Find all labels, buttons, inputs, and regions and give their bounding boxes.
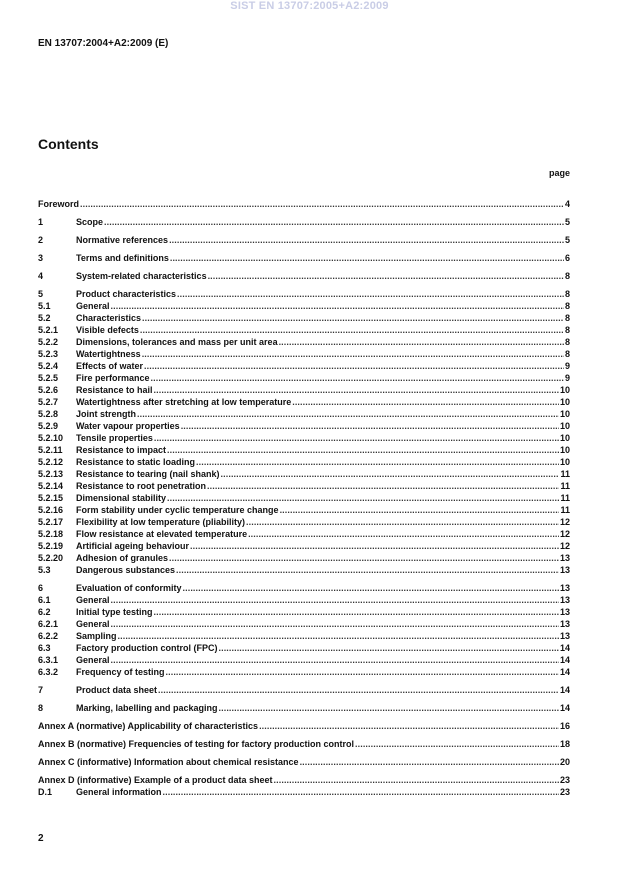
toc-entry-title: Tensile properties [76,433,153,443]
toc-dot-leader [154,384,559,396]
watermark: SIST EN 13707:2005+A2:2009 [230,0,389,12]
toc-entry-title: Adhesion of granules [76,553,169,563]
toc-entry-page: 8 [564,289,570,299]
toc-entry[interactable] [38,432,570,444]
toc-entry[interactable] [38,654,570,666]
toc-dot-leader [181,420,559,432]
toc-entry-number: 5.2.17 [38,517,64,527]
toc-dot-leader [190,540,559,552]
toc-entry-title: Annex A (normative) Applicability of characteristics [38,721,259,731]
toc-entry-title: Resistance to tearing (nail shank) [76,469,220,479]
toc-entry[interactable] [38,198,570,210]
toc-entry-number: 5.2.11 [38,445,63,455]
toc-entry-title: Artificial ageing behaviour [76,541,190,551]
toc-entry-title: Scope [76,217,104,227]
toc-entry[interactable] [38,702,570,714]
toc-dot-leader [111,300,564,312]
toc-entry-page: 10 [559,421,570,431]
toc-entry-page: 8 [564,337,570,347]
toc-dot-leader [177,288,564,300]
toc-entry-page: 23 [559,787,570,797]
toc-entry-title: Normative references [76,235,169,245]
toc-entry[interactable] [38,468,570,480]
toc-entry-page: 6 [564,253,570,263]
toc-dot-leader [104,216,564,228]
toc-entry[interactable] [38,360,570,372]
toc-entry-page: 9 [564,361,570,371]
toc-entry-number: 8 [38,703,44,713]
toc-entry-title: Characteristics [76,313,142,323]
toc-entry-page: 10 [559,445,570,455]
toc-entry-number: 5.1 [38,301,51,311]
toc-entry-number: 5.2.13 [38,469,64,479]
toc-entry[interactable] [38,582,570,594]
toc-dot-leader [154,606,559,618]
toc-dot-leader [154,432,559,444]
toc-entry-page: 14 [559,703,570,713]
toc-entry-title: Resistance to root penetration [76,481,207,491]
toc-entry[interactable] [38,642,570,654]
toc-entry[interactable] [38,312,570,324]
toc-entry-page: 13 [559,553,570,563]
toc-entry[interactable] [38,528,570,540]
toc-entry-page: 14 [559,655,570,665]
toc-entry[interactable] [38,756,570,768]
toc-entry-title: Marking, labelling and packaging [76,703,218,713]
toc-entry[interactable] [38,408,570,420]
toc-entry-page: 16 [559,721,570,731]
toc-dot-leader [142,348,564,360]
toc-entry-page: 8 [564,271,570,281]
toc-entry-page: 13 [559,607,570,617]
toc-entry-page: 12 [559,517,570,527]
toc-entry-title: Water vapour properties [76,421,180,431]
toc-entry[interactable] [38,720,570,732]
toc-entry-title: Flow resistance at elevated temperature [76,529,248,539]
toc-entry-page: 12 [559,529,570,539]
toc-entry-number: 5.2.6 [38,385,59,395]
toc-entry-title: General information [76,787,162,797]
toc-entry-page: 9 [564,373,570,383]
toc-entry-number: 5.2.1 [38,325,59,335]
toc-entry-number: 4 [38,271,44,281]
toc-entry-number: 2 [38,235,44,245]
toc-entry[interactable] [38,564,570,576]
toc-entry-number: 1 [38,217,44,227]
toc-entry-title: Watertightness after stretching at low temperature [76,397,292,407]
toc-entry-page: 13 [559,583,570,593]
toc-entry[interactable] [38,504,570,516]
toc-entry-page: 10 [559,457,570,467]
toc-entry[interactable] [38,774,570,786]
toc-entry-page: 12 [559,541,570,551]
page-column-label: page [548,168,570,178]
toc-entry[interactable] [38,666,570,678]
toc-entry-page: 13 [559,631,570,641]
toc-entry[interactable] [38,606,570,618]
toc-entry-page: 5 [564,217,570,227]
toc-entry-title: Form stability under cyclic temperature change [76,505,279,515]
toc-entry-page: 13 [559,619,570,629]
toc-entry[interactable] [38,348,570,360]
toc-entry-title: Joint strength [76,409,136,419]
toc-entry-page: 13 [559,595,570,605]
toc-entry-page: 23 [559,775,570,785]
toc-entry[interactable] [38,234,570,246]
toc-entry-title: Dimensions, tolerances and mass per unit area [76,337,278,347]
toc-entry-title: Frequency of testing [76,667,165,677]
toc-dot-leader [142,312,564,324]
toc-entry-title: Evaluation of conformity [76,583,182,593]
toc-entry-page: 11 [560,481,570,491]
toc-entry-number: 6.3.1 [38,655,59,665]
toc-entry[interactable] [38,618,570,630]
toc-entry-page: 8 [564,313,570,323]
toc-entry-number: 6.2.1 [38,619,59,629]
toc-entry-page: 11 [560,493,570,503]
toc-entry-title: Annex B (normative) Frequencies of testing for factory production control [38,739,355,749]
toc-dot-leader [167,444,559,456]
toc-entry[interactable] [38,216,570,228]
toc-dot-leader [280,504,560,516]
toc-entry[interactable] [38,738,570,750]
toc-dot-leader [259,720,559,732]
toc-entry-page: 11 [560,505,570,515]
document-id-header: EN 13707:2004+A2:2009 (E) [38,38,169,49]
toc-entry-page: 8 [564,325,570,335]
toc-dot-leader [167,492,559,504]
toc-entry[interactable] [38,372,570,384]
toc-entry-number: 6.2 [38,607,51,617]
toc-dot-leader [248,528,559,540]
contents-heading: Contents [38,136,99,152]
toc-entry-number: 5.2.12 [38,457,64,467]
toc-entry-number: 5.2.10 [38,433,64,443]
toc-dot-leader [279,336,564,348]
toc-entry-number: D.1 [38,787,53,797]
toc-entry[interactable] [38,444,570,456]
toc-entry-page: 14 [559,667,570,677]
toc-entry[interactable] [38,288,570,300]
toc-entry-number: 5.2.20 [38,553,64,563]
toc-entry-number: 7 [38,685,44,695]
toc-entry[interactable] [38,456,570,468]
toc-entry-page: 4 [564,199,570,209]
toc-entry[interactable] [38,540,570,552]
toc-dot-leader [151,372,564,384]
toc-entry-number: 5.2.14 [38,481,64,491]
toc-entry-title: System-related characteristics [76,271,207,281]
toc-dot-leader [137,408,559,420]
toc-entry[interactable] [38,270,570,282]
toc-entry-title: Visible defects [76,325,139,335]
toc-entry-title: Product characteristics [76,289,177,299]
toc-dot-leader [111,594,559,606]
toc-entry-number: 6.1 [38,595,51,605]
toc-entry-title: Dimensional stability [76,493,167,503]
toc-dot-leader [274,774,559,786]
toc-dot-leader [118,630,559,642]
toc-entry-page: 14 [559,685,570,695]
toc-dot-leader [163,786,559,798]
toc-entry[interactable] [38,384,570,396]
toc-entry-number: 5 [38,289,44,299]
toc-entry-title: Foreword [38,199,80,209]
toc-entry-page: 10 [559,397,570,407]
toc-entry-title: Flexibility at low temperature (pliability) [76,517,246,527]
toc-entry-title: General [76,301,110,311]
toc-entry-number: 5.2.16 [38,505,64,515]
toc-entry[interactable] [38,786,570,798]
toc-entry-page: 8 [564,301,570,311]
toc-dot-leader [246,516,559,528]
toc-dot-leader [111,654,559,666]
toc-dot-leader [355,738,559,750]
toc-dot-leader [144,360,564,372]
toc-entry-title: Product data sheet [76,685,158,695]
page-number: 2 [38,833,44,844]
toc-entry-title: General [76,595,110,605]
toc-entry[interactable] [38,492,570,504]
toc-entry-title: Resistance to static loading [76,457,196,467]
toc-dot-leader [176,564,559,576]
toc-entry-page: 20 [559,757,570,767]
toc-entry-number: 5.2 [38,313,51,323]
toc-entry-number: 5.2.2 [38,337,59,347]
toc-entry-number: 6.2.2 [38,631,59,641]
toc-dot-leader [300,756,559,768]
toc-entry-number: 5.2.8 [38,409,59,419]
toc-entry[interactable] [38,252,570,264]
toc-entry[interactable] [38,552,570,564]
toc-dot-leader [170,252,564,264]
toc-entry-title: Factory production control (FPC) [76,643,218,653]
toc-entry-title: Sampling [76,631,117,641]
toc-entry-number: 3 [38,253,44,263]
toc-entry-number: 5.2.7 [38,397,59,407]
toc-entry-number: 5.2.4 [38,361,59,371]
toc-entry-number: 5.2.19 [38,541,64,551]
toc-entry[interactable] [38,336,570,348]
toc-entry[interactable] [38,630,570,642]
toc-entry[interactable] [38,684,570,696]
toc-dot-leader [80,198,564,210]
toc-entry-page: 13 [559,565,570,575]
toc-entry-page: 18 [559,739,570,749]
toc-dot-leader [111,618,559,630]
toc-dot-leader [196,456,559,468]
toc-dot-leader [219,642,559,654]
toc-dot-leader [208,270,564,282]
toc-dot-leader [292,396,559,408]
toc-entry-number: 5.2.5 [38,373,59,383]
toc-entry-number: 6 [38,583,44,593]
toc-entry[interactable] [38,480,570,492]
toc-dot-leader [219,702,559,714]
toc-entry[interactable] [38,516,570,528]
toc-entry[interactable] [38,396,570,408]
toc-entry[interactable] [38,420,570,432]
toc-entry-number: 5.2.3 [38,349,59,359]
toc-entry-number: 6.3 [38,643,51,653]
toc-entry-number: 5.2.9 [38,421,59,431]
toc-entry-title: Resistance to hail [76,385,153,395]
toc-entry-number: 5.2.15 [38,493,64,503]
toc-entry-title: Terms and definitions [76,253,169,263]
toc-entry-title: Dangerous substances [76,565,176,575]
toc-entry-title: Resistance to impact [76,445,167,455]
toc-entry-page: 10 [559,385,570,395]
toc-entry-number: 5.3 [38,565,51,575]
toc-entry-page: 10 [559,433,570,443]
table-of-contents [38,198,570,798]
toc-entry-page: 10 [559,409,570,419]
toc-dot-leader [207,480,559,492]
toc-dot-leader [140,324,564,336]
toc-entry-page: 14 [559,643,570,653]
toc-entry[interactable] [38,594,570,606]
toc-dot-leader [169,234,564,246]
toc-entry-title: General [76,619,110,629]
toc-entry-title: Initial type testing [76,607,153,617]
toc-dot-leader [169,552,559,564]
toc-entry-title: General [76,655,110,665]
toc-dot-leader [158,684,559,696]
toc-entry-page: 8 [564,349,570,359]
toc-entry-title: Annex C (informative) Information about chemical resistance [38,757,299,767]
toc-entry[interactable] [38,300,570,312]
toc-entry-title: Effects of water [76,361,144,371]
toc-entry[interactable] [38,324,570,336]
toc-entry-number: 5.2.18 [38,529,64,539]
toc-entry-title: Watertightness [76,349,141,359]
toc-entry-title: Fire performance [76,373,150,383]
toc-dot-leader [183,582,559,594]
toc-entry-number: 6.3.2 [38,667,59,677]
toc-entry-page: 11 [560,469,570,479]
toc-entry-page: 5 [564,235,570,245]
toc-dot-leader [221,468,560,480]
toc-entry-title: Annex D (informative) Example of a product data sheet [38,775,273,785]
toc-dot-leader [166,666,559,678]
